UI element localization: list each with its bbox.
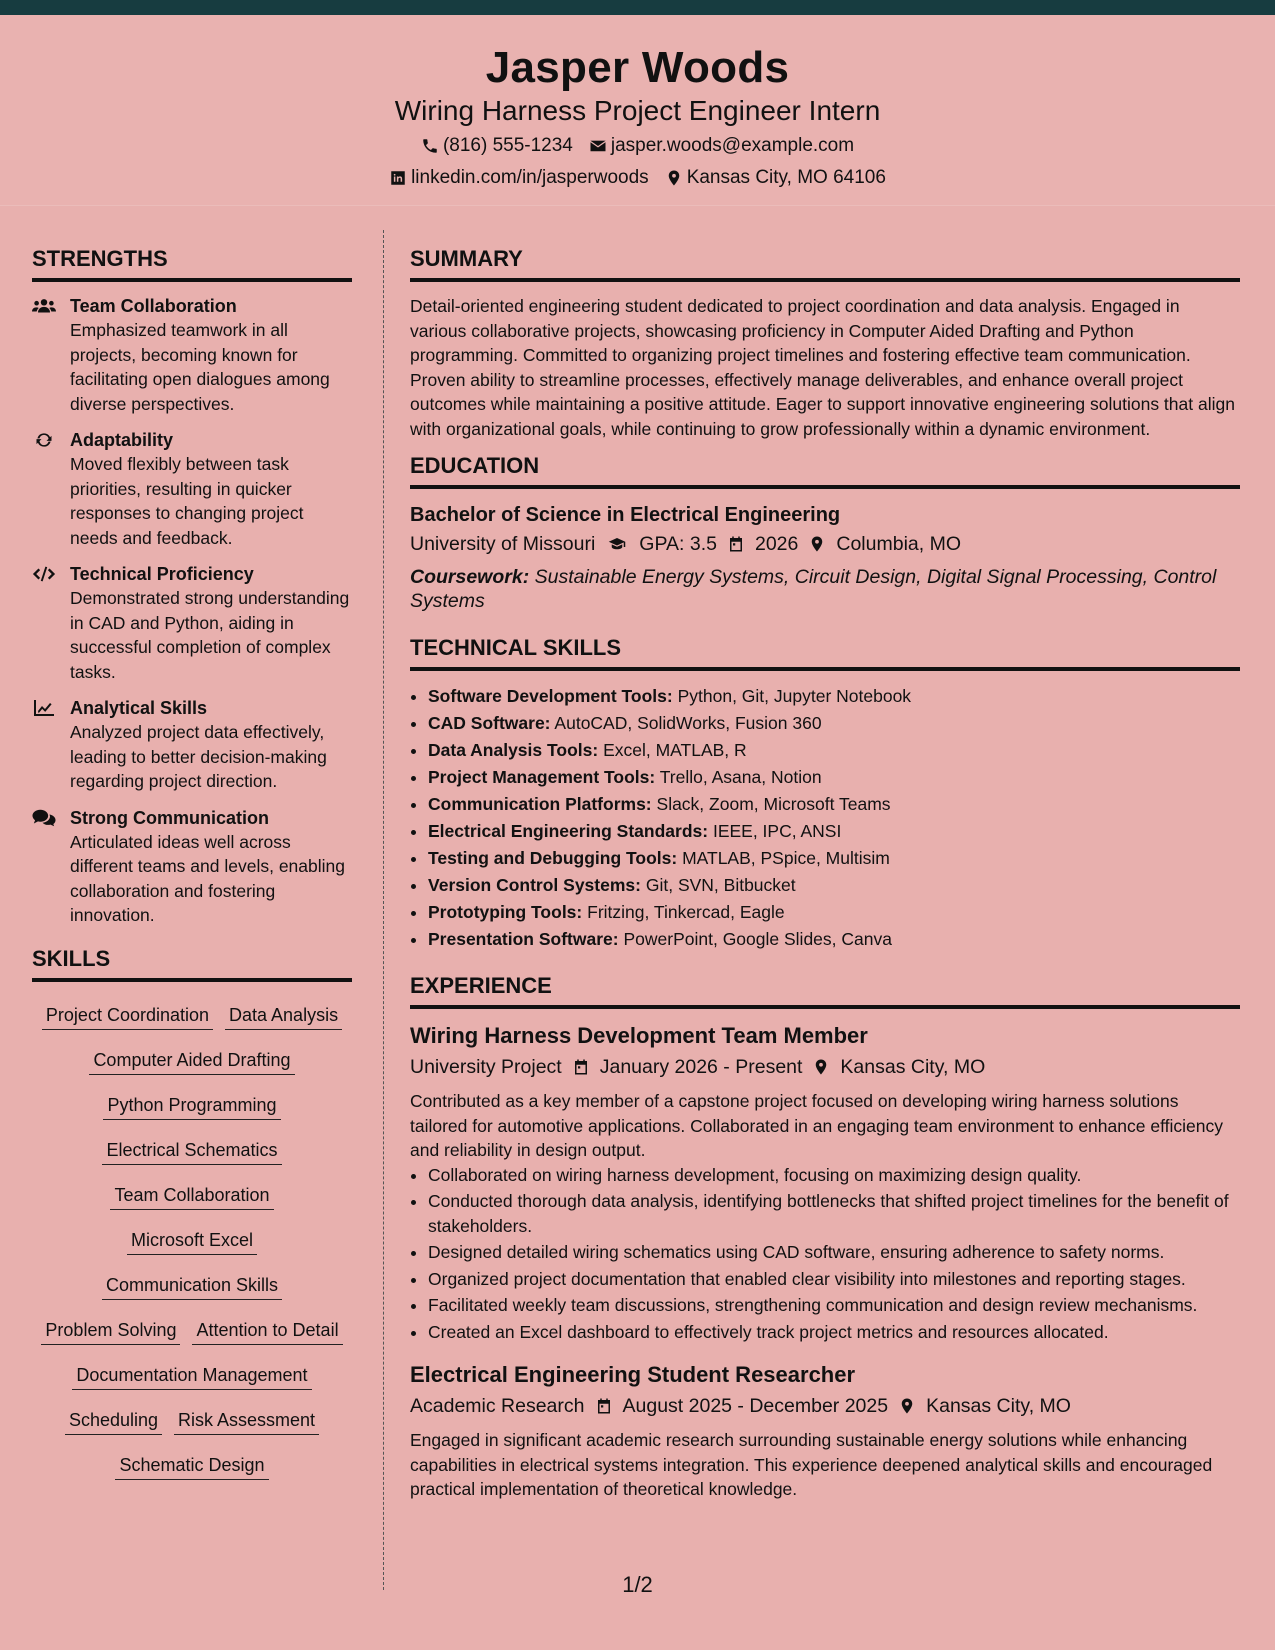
strength-item <box>32 562 352 684</box>
candidate-name: Jasper Woods <box>485 43 790 92</box>
strength-desc: Demonstrated strong understanding in CAD and Python, aiding in successful completion of complex tasks. <box>70 588 350 682</box>
list-item: • CAD Software: AutoCAD, SolidWorks, Fusion 360 <box>428 710 1240 737</box>
users-icon <box>32 296 56 316</box>
comments-icon <box>32 808 56 828</box>
skills-row <box>32 1264 352 1309</box>
summary-text: Detail-oriented engineering student dedicated to project coordination and data analysis. Engaged in various collaborative projects, showcasing proficiency in Computer Aided Drafting and Python programming. Committed to organizing project timelines and fostering effective team communication. Proven ability to streamline processes, effectively manage deliverables, and enhance overall project outcomes while maintaining a positive attitude. Eager to support innovative engineering solutions that align with organizational goals, while continuing to grow professionally within a dynamic environment. <box>410 296 1235 439</box>
email-contact[interactable] <box>589 135 854 157</box>
skill-tag: Team Collaboration <box>110 1183 273 1210</box>
skill-tag: Project Coordination <box>42 1003 213 1030</box>
list-item: • Facilitated weekly team discussions, strengthening communication and design review mechanisms. <box>428 1293 1240 1318</box>
coursework <box>410 565 1240 613</box>
strength-title: Team Collaboration <box>70 296 237 316</box>
job-location: Kansas City, MO <box>926 1395 1071 1417</box>
job-role: Electrical Engineering Student Researcher <box>410 1362 856 1387</box>
school-location: Columbia, MO <box>836 533 961 555</box>
phone-contact <box>421 135 573 157</box>
linkedin-icon <box>389 169 407 187</box>
skills-list <box>32 994 352 1489</box>
location-text: Kansas City, MO 64106 <box>686 167 886 188</box>
map-marker-icon <box>808 535 826 553</box>
skill-tag: Attention to Detail <box>192 1318 342 1345</box>
list-item: • Designed detailed wiring schematics using CAD software, ensuring adherence to safety norms. <box>428 1240 1240 1265</box>
column-divider <box>383 230 384 1590</box>
code-icon <box>32 564 56 584</box>
technical-skills-heading: TECHNICAL SKILLS <box>410 635 1240 671</box>
job-dates: January 2026 - Present <box>599 1056 803 1078</box>
skill-tag: Schematic Design <box>115 1453 268 1480</box>
skill-tag: Scheduling <box>65 1408 162 1435</box>
skill-tag: Computer Aided Drafting <box>89 1048 294 1075</box>
linkedin-contact[interactable] <box>389 167 649 189</box>
skills-row <box>32 1309 352 1354</box>
job-entry <box>410 1360 1240 1502</box>
top-bar <box>0 0 1275 15</box>
strength-title: Technical Proficiency <box>70 564 254 584</box>
skill-tag: Risk Assessment <box>174 1408 319 1435</box>
skills-row <box>32 1219 352 1264</box>
education-meta <box>410 529 1240 559</box>
list-item: • Project Management Tools: Trello, Asana, Notion <box>428 764 1240 791</box>
phone-icon <box>421 137 439 155</box>
skill-tag: Electrical Schematics <box>102 1138 281 1165</box>
list-item: • Software Development Tools: Python, Git, Jupyter Notebook <box>428 683 1240 710</box>
strength-title: Strong Communication <box>70 807 269 828</box>
summary-heading: SUMMARY <box>410 246 1240 282</box>
skill-tag: Problem Solving <box>41 1318 180 1345</box>
skills-row <box>32 1444 352 1489</box>
list-item: • Collaborated on wiring harness development, focusing on maximizing design quality. <box>428 1163 1240 1188</box>
list-item: • Version Control Systems: Git, SVN, Bitbucket <box>428 872 1240 899</box>
coursework-text: Sustainable Energy Systems, Circuit Design, Digital Signal Processing, Control Systems <box>410 566 1217 612</box>
strength-item <box>32 294 352 416</box>
list-item: • Prototyping Tools: Fritzing, Tinkercad, Eagle <box>428 899 1240 926</box>
strength-desc: Moved flexibly between task priorities, resulting in quicker responses to changing project needs and feedback. <box>70 454 304 548</box>
list-item: • Presentation Software: PowerPoint, Google Slides, Canva <box>428 926 1240 953</box>
calendar-icon <box>572 1058 590 1076</box>
chart-line-icon <box>32 698 56 718</box>
contact-row-2 <box>0 167 1275 189</box>
education-heading: EDUCATION <box>410 453 1240 489</box>
strengths-heading: STRENGTHS <box>32 246 352 282</box>
email-text[interactable]: jasper.woods@example.com <box>610 135 855 156</box>
degree-title: Bachelor of Science in Electrical Engineering <box>410 504 841 526</box>
sync-icon <box>32 430 56 450</box>
skill-tag: Communication Skills <box>102 1273 282 1300</box>
list-item: • Conducted thorough data analysis, identifying bottlenecks that shifted project timelines for the benefit of stakeholders. <box>428 1189 1240 1238</box>
calendar-icon <box>595 1397 613 1415</box>
technical-skills-list <box>410 683 1240 953</box>
list-item: • Testing and Debugging Tools: MATLAB, PSpice, Multisim <box>428 845 1240 872</box>
left-column <box>32 246 352 1489</box>
graduation-year: 2026 <box>754 533 799 555</box>
strength-desc: Analyzed project data effectively, leading to better decision-making regarding project direction. <box>70 722 327 791</box>
experience-heading: EXPERIENCE <box>410 973 1240 1009</box>
job-org: University Project <box>410 1056 562 1078</box>
list-item: • Organized project documentation that enabled clear visibility into milestones and reporting stages. <box>428 1267 1240 1292</box>
job-dates: August 2025 - December 2025 <box>622 1395 889 1417</box>
job-location: Kansas City, MO <box>840 1056 986 1078</box>
strength-desc: Articulated ideas well across different teams and levels, enabling collaboration and fostering innovation. <box>70 831 345 925</box>
job-meta <box>410 1051 1240 1083</box>
skill-tag: Python Programming <box>103 1093 280 1120</box>
skill-tag: Data Analysis <box>225 1003 342 1030</box>
skills-row <box>32 1084 352 1129</box>
school-name: University of Missouri <box>410 533 596 555</box>
job-description: Contributed as a key member of a capstone project focused on developing wiring harness solutions tailored for automotive applications. Collaborated in an engaging team environment to enhance efficiency and reliability in design output. <box>410 1091 1223 1160</box>
skill-tag: Documentation Management <box>72 1363 311 1390</box>
strength-desc: Emphasized teamwork in all projects, becoming known for facilitating open dialogues among diverse perspectives. <box>70 320 330 414</box>
job-bullets <box>410 1163 1240 1345</box>
envelope-icon <box>589 137 607 155</box>
job-title: Wiring Harness Project Engineer Intern <box>394 95 881 126</box>
skills-row <box>32 1174 352 1219</box>
calendar-icon <box>727 535 745 553</box>
right-column <box>410 246 1240 1502</box>
phone-text: (816) 555-1234 <box>442 135 573 156</box>
skills-row <box>32 1399 352 1444</box>
skills-row <box>32 1354 352 1399</box>
job-org: Academic Research <box>410 1395 585 1417</box>
job-meta <box>410 1390 1240 1422</box>
graduation-cap-icon <box>605 535 629 553</box>
list-item: • Created an Excel dashboard to effectively track project metrics and resources allocated. <box>428 1320 1240 1345</box>
job-entry <box>410 1021 1240 1344</box>
skill-tag: Microsoft Excel <box>127 1228 257 1255</box>
gpa-text: GPA: 3.5 <box>639 533 717 555</box>
map-marker-icon <box>898 1397 916 1415</box>
contact-row-1 <box>0 135 1275 157</box>
linkedin-text[interactable]: linkedin.com/in/jasperwoods <box>411 167 649 188</box>
map-marker-icon <box>812 1058 830 1076</box>
strength-title: Analytical Skills <box>70 698 208 718</box>
list-item: • Communication Platforms: Slack, Zoom, Microsoft Teams <box>428 791 1240 818</box>
job-role: Wiring Harness Development Team Member <box>410 1023 868 1048</box>
skills-row <box>32 1039 352 1084</box>
strength-title: Adaptability <box>70 430 174 450</box>
strength-item <box>32 806 352 928</box>
map-marker-icon <box>665 169 683 187</box>
strength-item <box>32 428 352 550</box>
skills-heading: SKILLS <box>32 946 352 982</box>
resume-header <box>0 15 1275 206</box>
location-contact <box>665 167 886 189</box>
list-item: • Data Analysis Tools: Excel, MATLAB, R <box>428 737 1240 764</box>
coursework-label: Coursework: <box>410 566 530 588</box>
strength-item <box>32 696 352 794</box>
skills-row <box>32 994 352 1039</box>
skills-row <box>32 1129 352 1174</box>
list-item: • Electrical Engineering Standards: IEEE, IPC, ANSI <box>428 818 1240 845</box>
job-description: Engaged in significant academic research surrounding sustainable energy solutions while enhancing capabilities in electrical systems integration. This experience deepened analytical skills and encouraged practical implementation of theoretical knowledge. <box>410 1430 1213 1499</box>
page-number: 1/2 <box>622 1572 653 1597</box>
